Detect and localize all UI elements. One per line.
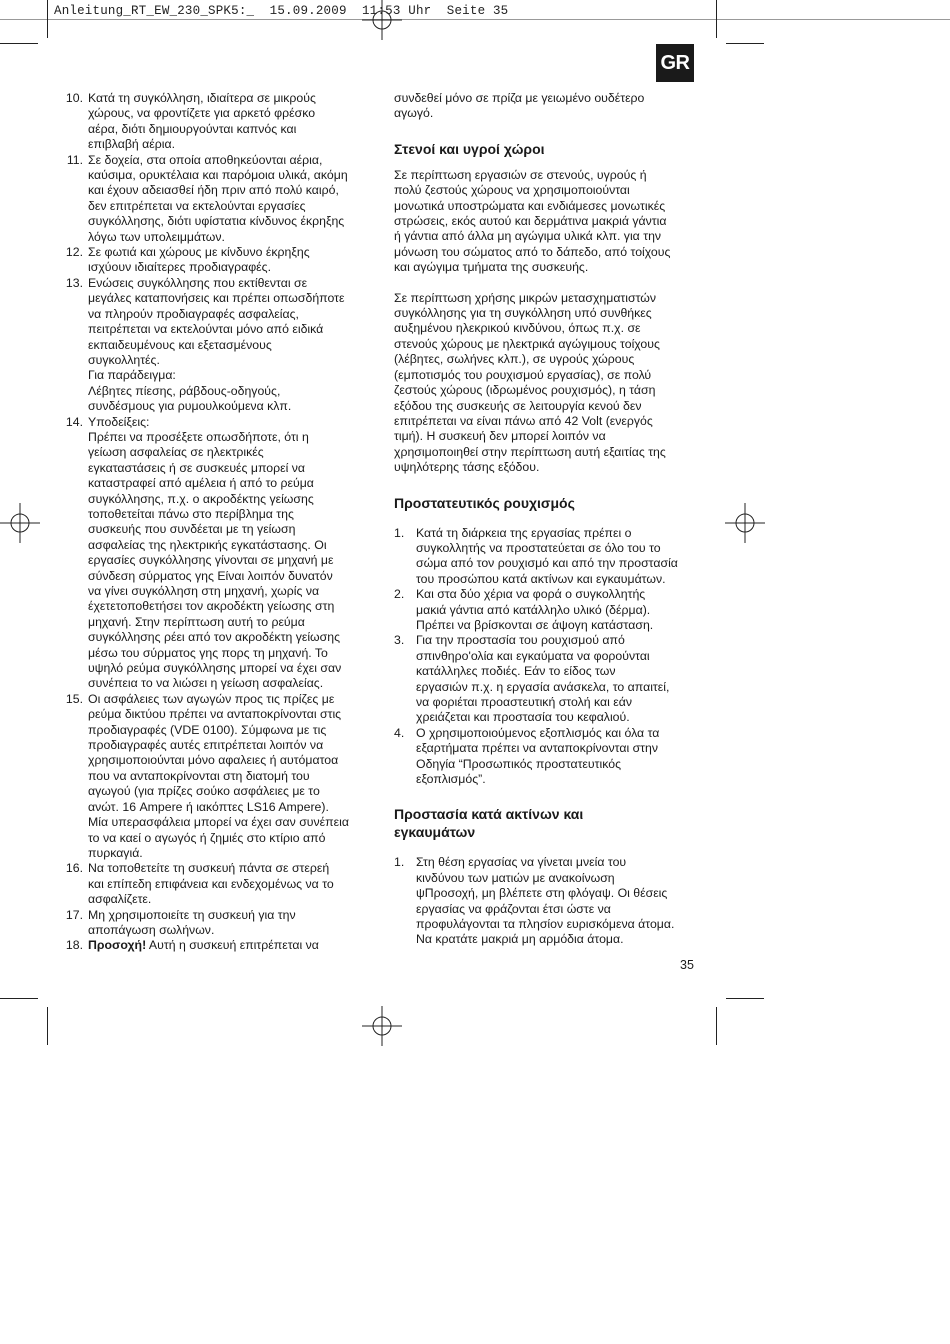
item-text: Ενώσεις συγκόλλησης που εκτίθενται σε μεγάλες καταπονήσεις και πρέπει οπωσδήποτε να πληρούν προδιαγραφές ασφαλείας, πειτρέπεται να εκτελούνται μόνο από ειδικά εκπαιδευμένους και εξετασμένους συγκολλητές. Για παράδειγμα: Λέβητες πίεσης, ράβδους-οδηγούς, συνδέσμους για ρυμουλκούμενα κλπ. — [88, 275, 345, 414]
item-text: Σε φωτιά και χώρους με κίνδυνο έκρηξης ισχύουν ιδιαίτερες προδιαγραφές. — [88, 245, 310, 275]
list-item — [65, 861, 358, 907]
crop-mark — [47, 1007, 48, 1045]
list-item — [394, 726, 698, 788]
right-column — [394, 91, 698, 948]
caution-label: Προσοχή! — [88, 938, 147, 953]
radiation-protection-list — [394, 855, 698, 947]
item-text: Ο χρησιμοποιούμενος εξοπλισμός και όλα τα εξαρτήματα πρέπει να ανταποκρίνονται στην Οδηγία “Προσωπικός προστατευτικός εξοπλισμός”. — [416, 725, 660, 787]
item-text: Μη χρησιμοποιείτε τη συσκευή για την αποπάγωση σωλήνων. — [88, 907, 296, 937]
paragraph: Σε περίπτωση χρήσης μικρών μετασχηματιστών συγκόλλησης για τη συγκόλληση υπό συνθήκες αυξημένου ηλεκρικού κινδύνου, όπως π.χ. σε στενούς χώρους με ηλεκτρικά αγώγιμους τοίχους (λέβητες, σωλήνες κλπ.), σε υγρούς χώρους (εμποτισμός του ρουχισμού εργασίας), σε πολύ ζεστούς χώρους (ιδρωμένος ρουχισμός), η τάση εξόδου της συσκευής σε λειτουργία κενού δεν επιτρέπεται να είναι πάνω από 42 Volt (ενεργός τιμή). Η συσκευή δεν μπορεί λοιπόν να χρησιμοποιηθεί στην περίπτωση αυτή εξαιτίας της υψηλότερης τάσης εξόδου. — [394, 290, 666, 475]
item-number: 3. — [394, 633, 405, 648]
page-number: 35 — [680, 958, 694, 972]
section-title-radiation-protection: Προστασία κατά ακτίνων και εγκαυμάτων — [394, 806, 584, 841]
list-item — [65, 907, 358, 939]
item-number: 16. — [65, 861, 83, 876]
registration-mark-bottom — [362, 1006, 402, 1046]
item-number: 11. — [66, 152, 83, 167]
section-title-narrow-spaces: Στενοί και υγροί χώροι — [394, 140, 545, 157]
item-text: Σε δοχεία, στα οποία αποθηκεύονται αέρια, καύσιμα, ορυκτέλαια και παρόμοια υλικά, ακόμη και έχουν αδειασθεί ήδη πριν από πολύ καιρό, δεν επιτρέπεται να εκτελούνται εργασίες συγκόλλησης, διότι υφίστατια κίνδυνος έκρηξης λόγω των υπολειμμάτων. — [88, 152, 348, 244]
item-text: Για την προστασία του ρουχισμού από σπινθηρο'ολία και εγκαύματα να φορούνται κατάλληλες ποδιές. Εάν το είδος των εργασιών π.χ. η εργασία ανάσκελα, το απαιτεί, να φοριέται προαστευτική στολή και εάν χρειάζεται και προστασία του κεφαλιού. — [416, 633, 670, 725]
item-text: Αυτή η συσκευή επιτρέπεται να — [146, 938, 319, 953]
item-number: 10. — [65, 91, 83, 105]
list-item — [394, 633, 698, 725]
item-text: Κατά τη συγκόλληση, ιδιαίτερα σε μικρούς χώρους, να φροντίζετε για αρκετό φρέσκο αέρα, διότι δημιουργούνται καπνός και επιβλαβή αέρια. — [88, 91, 316, 152]
crop-mark — [0, 43, 38, 44]
list-item — [394, 526, 698, 588]
item-text: Οι ασφάλειες των αγωγών προς τις πρίζες με ρεύμα δικτύου πρέπει να ανταποκρίνονται στις προδιαγραφές (VDE 0100). Σύμφωνα με τις προδιαγραφές αυτές επιτρέπεται λοιπόν να χρησιμοποιούνται μόνο αφαλειες ή αυτόματοα που να ανταποκρίνονται στη διατομή του αγωγού (για πρίζες σούκο ασφάλειες με το ανώτ. 16 Ampere ή ιακόπτες LS16 Ampere). Μία υπερασφάλεια μπορεί να έχει σαν συνέπεια το να καεί ο αγωγός ή ζημιές στο κτίριο από πυρκαγιά. — [88, 691, 349, 860]
item-text: Και στα δύο χέρια να φορά ο συγκολλητής μακιά γάντια από κατάλληλο υλικό (δέρμα). Πρέπει να βρίσκονται σε άψογη κατάσταση. — [416, 587, 654, 632]
crop-mark — [716, 0, 717, 38]
item-number: 12. — [65, 245, 83, 260]
item-number: 1. — [394, 855, 405, 870]
protective-clothing-list — [394, 526, 698, 788]
item-number: 1. — [394, 525, 405, 540]
registration-mark-top — [362, 0, 402, 40]
crop-mark — [726, 43, 764, 44]
item-number: 4. — [394, 725, 405, 740]
left-column — [65, 91, 358, 954]
registration-mark-left — [0, 503, 40, 543]
section-title-protective-clothing: Προστατευτικός ρουχισμός — [394, 494, 575, 511]
language-badge: GR — [656, 44, 694, 82]
crop-mark — [716, 1007, 717, 1045]
item-number: 15. — [65, 691, 83, 706]
list-item — [394, 587, 698, 633]
paragraph: Σε περίπτωση εργασιών σε στενούς, υγρούς ή πολύ ζεστούς χώρους να χρησιμοποιούνται μονωτικά υποστρώματα και ενδιάμεσες μονωτικές στρώσεις, εκός αυτού και δερμάτινα μακριά γάντια ή γάντια από άλλα μη αγώγιμα υλικά κλπ. για την μόνωση του σώματος από το δάπεδο, από τοίχους και αγώγιμα τμήματα της συσκευής. — [394, 167, 671, 275]
item-number: 18. — [65, 938, 83, 953]
list-item — [394, 855, 698, 947]
safety-instructions-list — [65, 91, 358, 954]
list-item — [68, 153, 358, 245]
item-number: 14. — [65, 414, 83, 429]
item-text: Να τοποθετείτε τη συσκευή πάντα σε στερεή και επίπεδη επιφάνεια και ενδεχομένως να το ασφαλίζετε. — [88, 861, 334, 907]
item-number: 13. — [65, 275, 83, 290]
list-item — [65, 938, 358, 953]
list-item — [65, 245, 358, 276]
item-text: Στη θέση εργασίας να γίνεται μνεία του κινδύνου των ματιών με ανακοίνωση ψΠροσοχή, μη βλέπετε στη φλόγαψ. Οι θέσεις εργασίας να φράζονται έτσι ώστε να προφυλάγονται τα πλησίον ευρισκόμενα άτομα. Να κρατάτε μακριά μη αρμόδια άτομα. — [416, 855, 675, 947]
item-text: Κατά τη διάρκεια της εργασίας πρέπει ο συγκολλητής να προστατεύεται σε όλο του το σώμα από τον ρουχισμό και από την προστασία του προσώπου κατά ακτίνων και εγκαυμάτων. — [416, 525, 678, 586]
crop-mark — [47, 0, 48, 38]
list-item — [65, 91, 358, 153]
list-item — [65, 414, 358, 692]
item-number: 17. — [65, 907, 83, 922]
continuation-text: συνδεθεί μόνο σε πρίζα με γειωμένο ουδέτερο αγωγό. — [394, 91, 645, 121]
item-number: 2. — [394, 587, 405, 602]
print-header: Anleitung_RT_EW_230_SPK5:_ 15.09.2009 11:53 Uhr Seite 35 — [54, 4, 509, 18]
list-item — [65, 691, 358, 861]
crop-mark — [0, 998, 38, 999]
item-text: Υποδείξεις: Πρέπει να προσέξετε οπωσδήποτε, ότι η γείωση ασφαλείας σε ηλεκτρικές εγκαταστάσεις ή σε συσκευές μπορεί να καταστραφεί από αμέλεια ή από το ρεύμα συγκόλλησης, π.χ. ο ακροδέκτης γείωσης τοποθετείται πάνω στο περίβλημα της συσκευής που συνδέεται με τη γείωση ασφαλείας της ηλεκτρικής εγκατάστασης. Οι εργασίες συγκόλλησης γίνονται σε μηχανή με σύνδεση σύρματος γης Είναι λοιπόν δυνατόν να γίνει συγκόλληση στη μηχανή, χωρίς να έχετετοποθετήσει τον ακροδέκτη γείωσης στη μηχανή. Στην περίπτωση αυτή το ρεύμα συγκόλλησης ρέει από τον ακροδέκτη γείωσης μέσω του σύρματος γης πορς τη μηχανή. Το υψηλό ρεύμα συγκόλλησης μπορεί να έχει σαν συνέπεια το να λιώσει η γείωση ασφαλείας. — [88, 414, 342, 691]
crop-mark — [726, 998, 764, 999]
header-rule — [0, 19, 950, 20]
registration-mark-right — [725, 503, 765, 543]
list-item — [65, 275, 358, 415]
